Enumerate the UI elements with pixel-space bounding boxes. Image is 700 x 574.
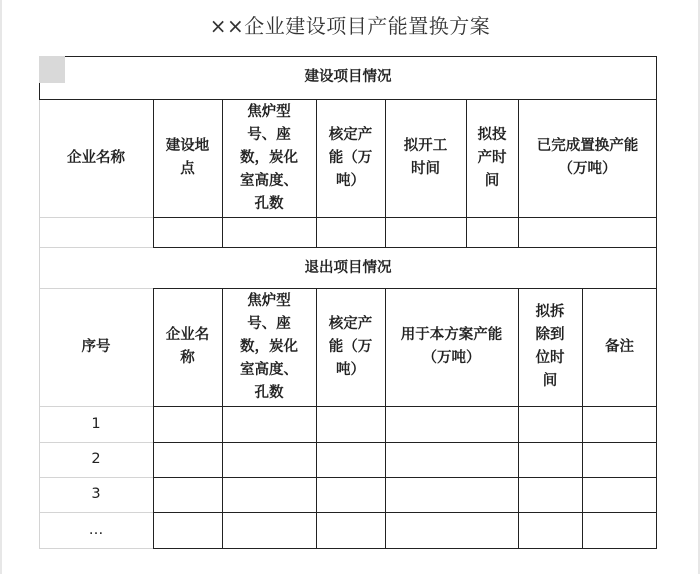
header-furnace-spec: 焦炉型 号、座 数，炭化 室高度、 孔数 [240,103,298,212]
header-exit-furnace-spec: 焦炉型 号、座 数，炭化 室高度、 孔数 [240,292,298,401]
table-row-serial: 3 [91,486,101,502]
header-exit-company-name: 企业名 称 [165,327,210,366]
construction-header-bottom-border-left [39,217,153,218]
table-row-serial: 2 [91,451,101,467]
construction-section-title: 建设项目情况 [304,69,392,85]
header-location: 建设地 点 [165,138,210,177]
table-select-handle[interactable] [39,56,65,83]
header-capacity-used: 用于本方案产能 （万吨） [400,327,503,366]
exit-section-title: 退出项目情况 [304,259,392,276]
header-planned-demolition: 拟拆 除到 位时 间 [535,304,565,389]
document-title: ××企业建设项目产能置换方案 [209,14,491,38]
table-bottom-border-left [39,548,153,549]
header-approved-capacity: 核定产 能（万 吨） [328,126,373,189]
table-row-serial: … [88,522,104,538]
capacity-replacement-table [39,56,657,549]
header-exit-approved-capacity: 核定产 能（万 吨） [328,315,373,378]
header-company-name: 企业名称 [67,149,125,166]
header-planned-start: 拟开工 时间 [403,138,448,177]
header-serial-number: 序号 [81,338,111,355]
header-completed-replacement: 已完成置换产能 （万吨） [536,138,639,177]
page-left-edge [0,0,2,574]
header-remarks: 备注 [605,338,634,355]
construction-header-bottom-border [153,217,657,218]
header-planned-production: 拟投 产时 间 [477,126,507,189]
table-row-serial: 1 [91,416,101,432]
